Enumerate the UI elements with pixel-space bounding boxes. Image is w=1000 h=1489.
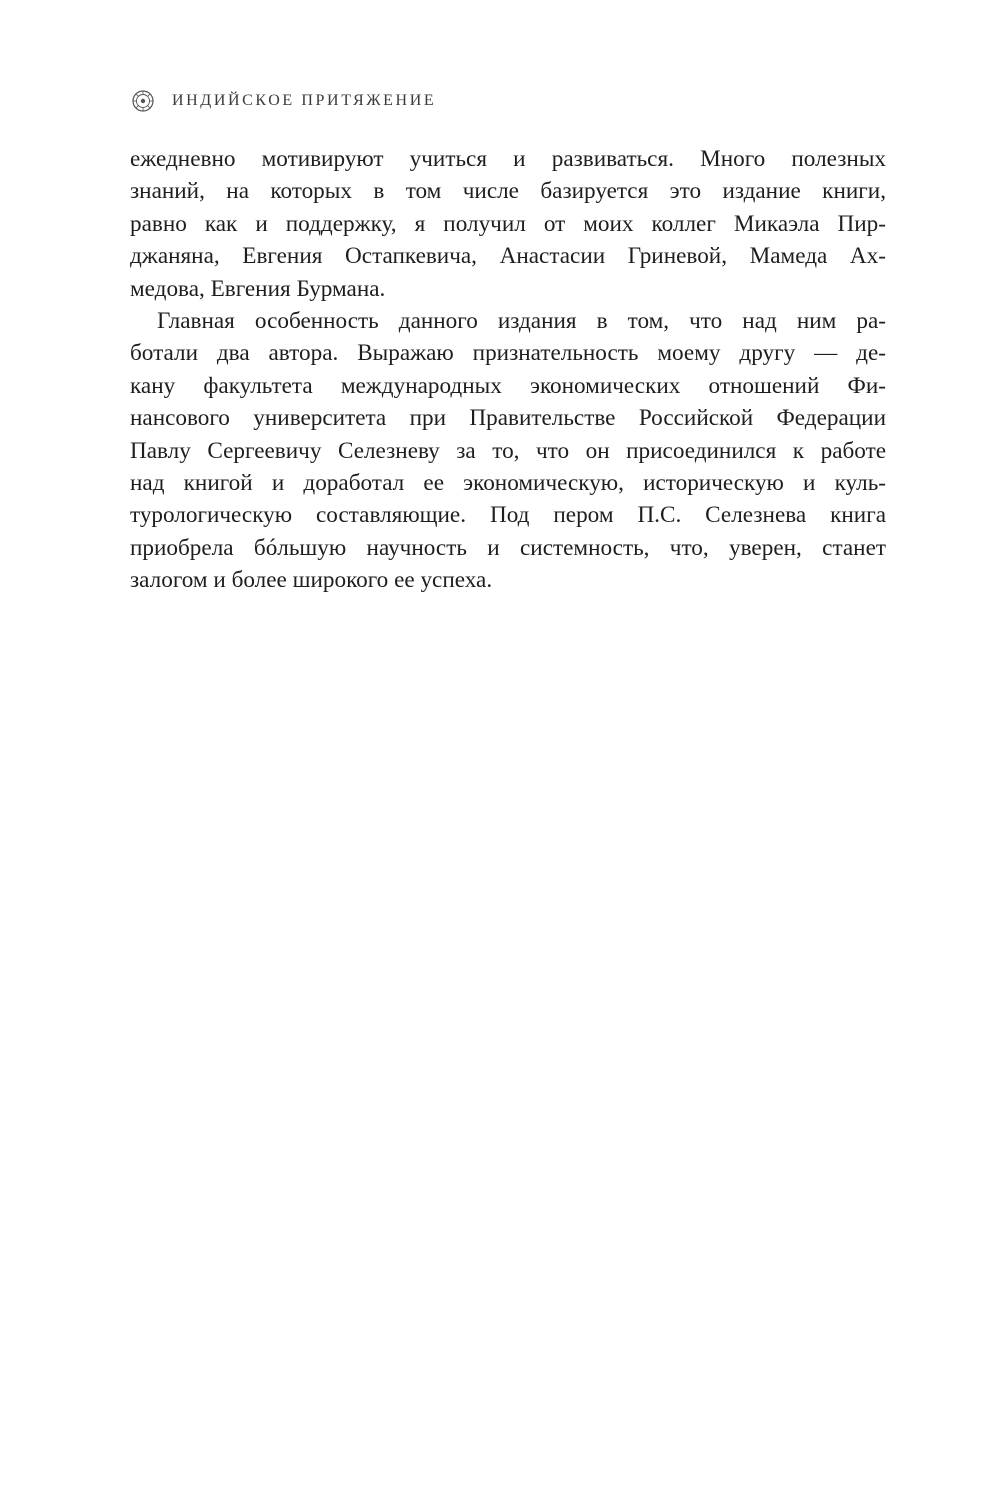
- text-line: медова, Евгения Бурмана.: [130, 275, 386, 302]
- text-line: над книгой и доработал ее экономическую, историческую и куль-: [130, 469, 886, 496]
- text-line: Павлу Сергеевичу Селезневу за то, что он присоединился к работе: [130, 437, 886, 464]
- text-line: нансового университета при Правительстве Российской Федерации: [130, 405, 886, 432]
- paragraph-2: [130, 305, 886, 597]
- running-title: ИНДИЙСКОЕ ПРИТЯЖЕНИЕ: [172, 92, 437, 109]
- running-head: [132, 88, 436, 114]
- paragraph-1: [130, 143, 886, 305]
- text-line: залогом и более широкого ее успеха.: [130, 567, 493, 594]
- text-line: знаний, на которых в том числе базируется это издание книги,: [130, 178, 886, 205]
- mandala-emblem-icon: [132, 90, 154, 112]
- text-line: ежедневно мотивируют учиться и развиваться. Много полезных: [130, 146, 886, 172]
- text-line: Главная особенность данного издания в том, что над ним ра-: [157, 307, 886, 334]
- text-line: турологическую составляющие. Под пером П.С. Селезнева книга: [130, 502, 886, 529]
- text-line: джаняна, Евгения Остапкевича, Анастасии Гриневой, Мамеда Ах-: [130, 243, 886, 270]
- body-text: [130, 143, 886, 596]
- text-line: ботали два автора. Выражаю признательность моему другу — де-: [130, 340, 886, 367]
- text-line: кану факультета международных экономических отношений Фи-: [130, 372, 886, 399]
- text-line: равно как и поддержку, я получил от моих коллег Микаэла Пир-: [130, 210, 886, 237]
- text-line: приобрела бóльшую научность и системность, что, уверен, станет: [130, 534, 886, 561]
